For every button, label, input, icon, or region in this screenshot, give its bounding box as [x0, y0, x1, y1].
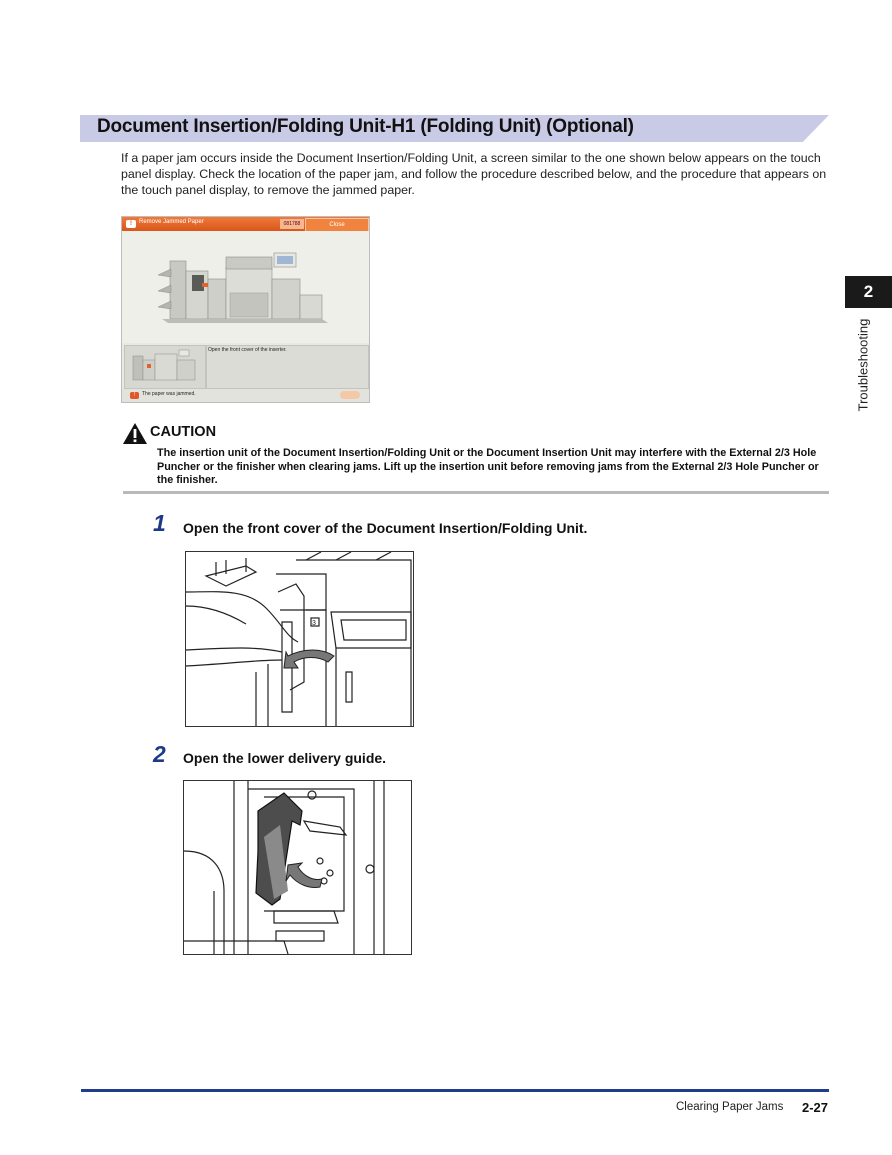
machine-illustration — [122, 231, 369, 343]
step-2-text: Open the lower delivery guide. — [183, 750, 387, 766]
chapter-tab: 2 — [845, 276, 892, 308]
open-delivery-guide-drawing — [184, 781, 411, 954]
step-2-number: 2 — [153, 741, 166, 767]
thumbnail-machine — [124, 345, 206, 389]
caution-text: The insertion unit of the Document Insertion/Folding Unit or the Document Insertion Unit may interfere with the External 2/3 Hole Puncher or the finisher when clearing jams. Lift up the insertion unit before removing jams from the External 2/3 Hole Puncher or the finisher. — [157, 447, 819, 486]
panel-title: Remove Jammed Paper — [139, 219, 204, 225]
caution-divider — [123, 491, 829, 494]
panel-instruction: Open the front cover of the inserter. — [208, 347, 287, 353]
machine-thumbnail-drawing — [125, 346, 205, 388]
panel-error-code: 081788 — [280, 219, 304, 229]
touch-panel-screenshot — [121, 216, 370, 403]
panel-status-button — [340, 391, 360, 399]
step-2-illustration — [183, 780, 412, 955]
step-1-illustration — [185, 551, 414, 727]
page-number: 2-27 — [802, 1100, 829, 1115]
step-1-callout: 3 — [312, 620, 316, 627]
panel-status-text: The paper was jammed. — [142, 391, 196, 397]
paper-jam-icon: ! — [126, 220, 136, 228]
machine-drawing — [122, 231, 369, 343]
jam-status-icon: ! — [130, 392, 139, 399]
panel-close-button: Close — [305, 218, 369, 232]
step-1-number: 1 — [153, 510, 166, 536]
caution-label: CAUTION — [150, 424, 217, 440]
open-front-cover-drawing — [186, 552, 413, 726]
section-title: Document Insertion/Folding Unit-H1 (Folding Unit) (Optional) — [97, 116, 634, 137]
footer-section-name: Clearing Paper Jams — [676, 1101, 784, 1113]
footer-rule — [81, 1089, 829, 1092]
chapter-name: Troubleshooting — [855, 318, 871, 412]
caution-icon — [122, 422, 148, 445]
intro-paragraph: If a paper jam occurs inside the Document Insertion/Folding Unit, a screen similar to the one shown below appears on the touch panel display. Check the location of the paper jam, and follow the procedure described below, and the procedure that appears on the touch panel display, to remove the jammed paper. — [121, 151, 827, 197]
step-1-text: Open the front cover of the Document Insertion/Folding Unit. — [183, 520, 588, 536]
